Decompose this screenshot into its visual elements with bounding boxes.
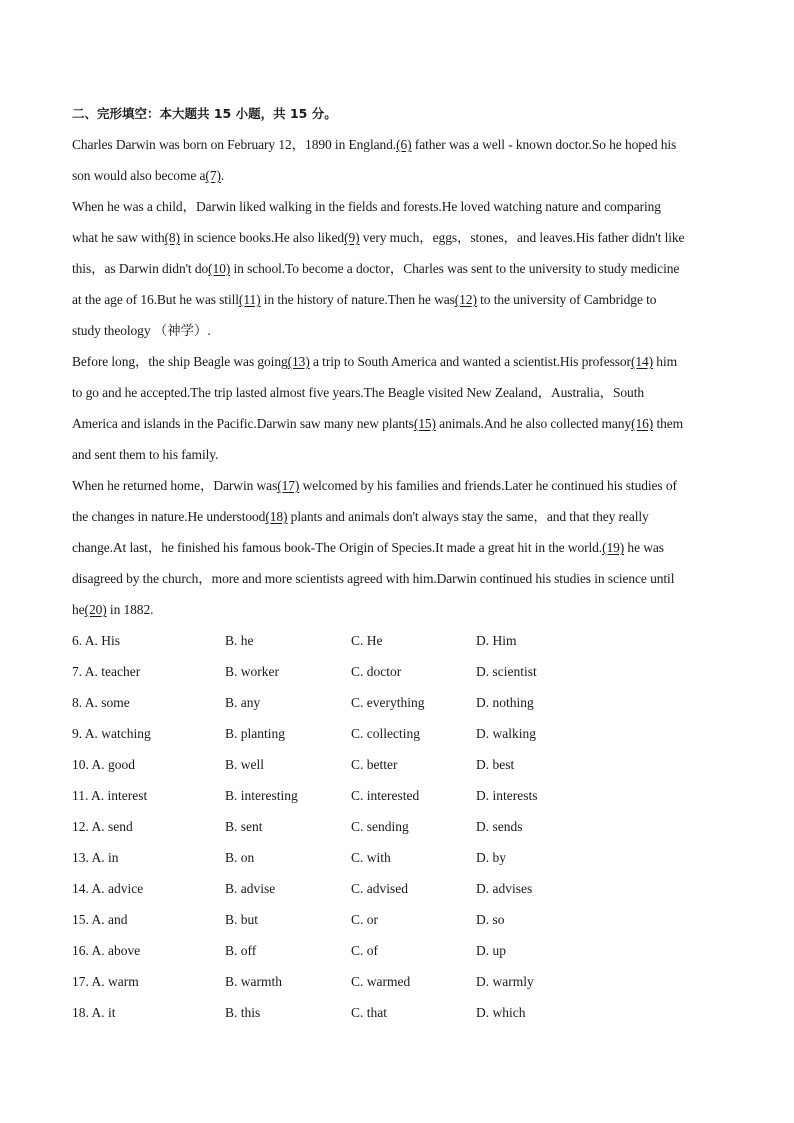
blank-number: (8) (164, 230, 180, 245)
option-d: D. nothing (476, 695, 534, 710)
passage-text: at the age of 16.But he was still (72, 292, 239, 307)
blank-number: (15) (413, 416, 436, 431)
option-d: D. sends (476, 819, 523, 834)
option-b: B. off (225, 943, 257, 958)
option-b: B. advise (225, 881, 276, 896)
passage-text: Charles Darwin was born on February 12，1890 in England. (72, 137, 397, 152)
option-c: C. that (351, 1005, 387, 1020)
option-d: D. advises (476, 881, 533, 896)
blank-number: (6) (396, 137, 412, 152)
option-c: C. doctor (351, 664, 402, 679)
option-a: 10. A. good (72, 757, 136, 772)
passage-line (72, 160, 724, 191)
passage-text: to the university of Cambridge to (476, 292, 657, 307)
question-list (72, 625, 724, 1028)
passage-text: what he saw with (72, 230, 165, 245)
option-d: D. walking (476, 726, 536, 741)
blank-number: (14) (630, 354, 654, 369)
question-row (72, 718, 724, 749)
blank-number: (12) (454, 292, 477, 307)
option-b: B. worker (225, 664, 279, 679)
passage-text: When he returned home，Darwin was (72, 478, 278, 493)
option-a: 8. A. some (72, 695, 130, 710)
option-d: D. by (476, 850, 506, 865)
option-c: C. advised (351, 881, 408, 896)
page-content (72, 98, 724, 1028)
question-row (72, 842, 724, 873)
option-d: D. warmly (476, 974, 534, 989)
option-b: B. any (225, 695, 261, 710)
passage-line (72, 191, 724, 222)
option-a: 15. A. and (72, 912, 128, 927)
blank-number: (13) (287, 354, 310, 369)
passage-line (72, 470, 724, 501)
question-row (72, 873, 724, 904)
option-d: D. scientist (476, 664, 537, 679)
blank-number: (10) (208, 261, 231, 276)
option-a: 9. A. watching (72, 726, 151, 741)
section-title: 二、完形填空：本大题共 15 小题，共 15 分。 (72, 106, 337, 121)
option-c: C. with (351, 850, 391, 865)
option-c: C. better (351, 757, 398, 772)
passage-text: a trip to South America and wanted a scientist.His professor (309, 354, 631, 369)
blank-number: (18) (265, 509, 288, 524)
option-a: 16. A. above (72, 943, 141, 958)
passage-text: he was (624, 540, 664, 555)
option-b: B. interesting (225, 788, 298, 803)
passage-line (72, 408, 724, 439)
passage-text: animals.And he also collected many (435, 416, 632, 431)
option-b: B. this (225, 1005, 261, 1020)
passage-line (72, 315, 724, 346)
option-c: C. collecting (351, 726, 420, 741)
cloze-passage (72, 129, 724, 625)
passage-text: in science books.He also liked (179, 230, 345, 245)
passage-text: study theology （神学）. (72, 323, 211, 338)
passage-line (72, 129, 724, 160)
option-c: C. everything (351, 695, 425, 710)
passage-text: . (220, 168, 225, 183)
passage-text: in 1882. (106, 602, 154, 617)
passage-text: the changes in nature.He understood (72, 509, 266, 524)
passage-text: change.At last，he finished his famous book-The Origin of Species.It made a great hit in the world. (72, 540, 603, 555)
option-a: 12. A. send (72, 819, 133, 834)
passage-line (72, 377, 724, 408)
passage-text: him (653, 354, 678, 369)
option-d: D. so (476, 912, 505, 927)
question-row (72, 780, 724, 811)
passage-line (72, 563, 724, 594)
option-d: D. which (476, 1005, 526, 1020)
option-d: D. interests (476, 788, 538, 803)
option-b: B. sent (225, 819, 263, 834)
question-row (72, 656, 724, 687)
passage-text: Before long，the ship Beagle was going (72, 354, 288, 369)
question-row (72, 625, 724, 656)
question-row (72, 687, 724, 718)
passage-text: son would also become a (72, 168, 206, 183)
passage-line (72, 594, 724, 625)
blank-number: (20) (84, 602, 107, 617)
blank-number: (7) (205, 168, 221, 183)
passage-text: and sent them to his family. (72, 447, 219, 462)
option-d: D. Him (476, 633, 517, 648)
blank-number: (19) (602, 540, 625, 555)
passage-line (72, 284, 724, 315)
option-a: 13. A. in (72, 850, 119, 865)
option-a: 11. A. interest (72, 788, 148, 803)
passage-text: welcomed by his families and friends.Later he continued his studies of (299, 478, 677, 493)
passage-line (72, 253, 724, 284)
option-c: C. or (351, 912, 378, 927)
question-row (72, 997, 724, 1028)
passage-text: When he was a child，Darwin liked walking in the fields and forests.He loved watching nature and comparing (72, 199, 661, 214)
option-b: B. but (225, 912, 259, 927)
passage-line (72, 532, 724, 563)
passage-line (72, 346, 724, 377)
question-row (72, 935, 724, 966)
option-a: 14. A. advice (72, 881, 144, 896)
option-c: C. He (351, 633, 383, 648)
passage-text: plants and animals don't always stay the same，and that they really (287, 509, 649, 524)
blank-number: (17) (277, 478, 300, 493)
option-b: B. well (225, 757, 264, 772)
passage-text: he (72, 602, 85, 617)
question-row (72, 904, 724, 935)
passage-text: them (653, 416, 684, 431)
option-c: C. warmed (351, 974, 411, 989)
option-a: 7. A. teacher (72, 664, 141, 679)
passage-text: very much，eggs，stones，and leaves.His father didn't like (359, 230, 685, 245)
passage-text: father was a well - known doctor.So he hoped his (411, 137, 677, 152)
question-row (72, 749, 724, 780)
option-c: C. interested (351, 788, 420, 803)
option-b: B. planting (225, 726, 285, 741)
passage-text: in school.To become a doctor，Charles was sent to the university to study medicine (230, 261, 680, 276)
passage-text: in the history of nature.Then he was (260, 292, 455, 307)
passage-line (72, 439, 724, 470)
passage-text: to go and he accepted.The trip lasted almost five years.The Beagle visited New Zealand，Australia，South (72, 385, 644, 400)
blank-number: (9) (344, 230, 360, 245)
option-d: D. up (476, 943, 506, 958)
option-d: D. best (476, 757, 515, 772)
option-b: B. on (225, 850, 255, 865)
passage-text: this，as Darwin didn't do (72, 261, 209, 276)
passage-line (72, 222, 724, 253)
question-row (72, 811, 724, 842)
option-a: 17. A. warm (72, 974, 139, 989)
question-row (72, 966, 724, 997)
passage-text: disagreed by the church，more and more scientists agreed with him.Darwin continued his studies in science until (72, 571, 675, 586)
option-c: C. sending (351, 819, 409, 834)
option-c: C. of (351, 943, 378, 958)
passage-line (72, 501, 724, 532)
option-a: 18. A. it (72, 1005, 116, 1020)
blank-number: (16) (631, 416, 654, 431)
option-b: B. warmth (225, 974, 282, 989)
passage-text: America and islands in the Pacific.Darwin saw many new plants (72, 416, 414, 431)
option-b: B. he (225, 633, 254, 648)
blank-number: (11) (238, 292, 261, 307)
option-a: 6. A. His (72, 633, 121, 648)
